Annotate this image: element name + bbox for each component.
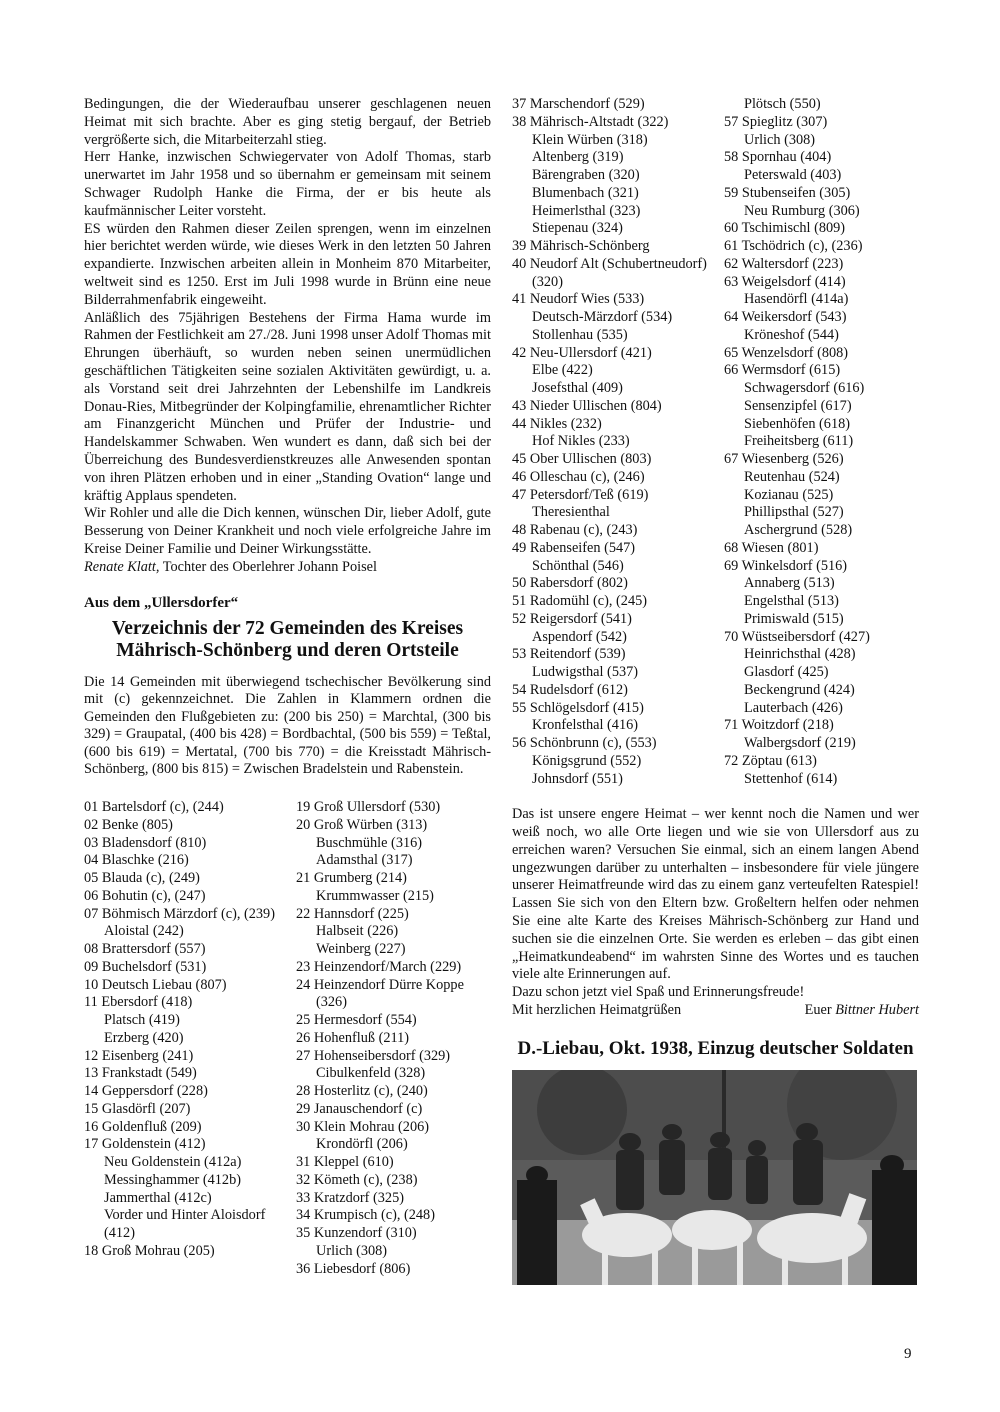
municipality-entry: 48 Rabenau (c), (243) <box>512 522 638 538</box>
municipality-entry: 50 Rabersdorf (802) <box>512 575 628 592</box>
district-entry: Urlich (308) <box>744 131 816 148</box>
intro-paragraph: Die 14 Gemeinden mit überwiegend tschechischer Bevölkerung sind mit (c) gekennzeichnet. Die Zahlen in Klammern ordnen die Gemeinden den Flußgebieten zu: (200 bis 250) = Marchtal, (300 bis 329) = Graupatal, (400 bis 428) = Bordbachtal, (500 bis 559) = Teßtal, (600 bis 619) = Mertatal, (700 bis 770) = die Kreisstadt Mährisch-Schönberg, (800 bis 815) = Zwischen Bradelstein und Rabenstein. <box>84 673 491 778</box>
district-entry: Siebenhöfen (618) <box>744 415 851 432</box>
district-entry: Peterswald (403) <box>744 167 842 183</box>
district-entry: Freiheitsberg (611) <box>744 433 854 450</box>
municipality-entry: 25 Hermesdorf (554) <box>296 1012 417 1029</box>
municipality-entry: 34 Krumpisch (c), (248) <box>296 1207 435 1224</box>
district-entry: Jammerthal (412c) <box>104 1189 212 1206</box>
municipality-entry: 39 Mährisch-Schönberg <box>512 238 650 254</box>
municipality-entry: 08 Brattersdorf (557) <box>84 941 206 958</box>
district-entry: Aspendorf (542) <box>532 628 627 645</box>
municipality-entry: 24 Heinzendorf Dürre Koppe (326) <box>296 976 464 1011</box>
municipality-entry: 04 Blaschke (216) <box>84 852 189 869</box>
district-entry: Königsgrund (552) <box>532 752 642 769</box>
district-entry: Theresienthal <box>532 504 610 521</box>
municipality-entry: 43 Nieder Ullischen (804) <box>512 397 662 414</box>
municipality-entry: 26 Hohenfluß (211) <box>296 1029 410 1046</box>
district-entry: Krondörfl (206) <box>316 1136 408 1153</box>
paragraph: Bedingungen, die der Wiederaufbau unserer geschlagenen neuen Heimat mit sich brachte. Aber es ging stetig bergauf, der Betrieb vergrößerte sich, die Mitarbeiterzahl stieg. <box>84 96 491 148</box>
municipality-entry: 28 Hosterlitz (c), (240) <box>296 1083 428 1100</box>
municipality-entry: 20 Groß Würben (313) <box>296 816 428 833</box>
municipality-entry: 68 Wiesen (801) <box>724 539 819 556</box>
district-entry: Sensenzipfel (617) <box>744 397 852 414</box>
district-entry: Adamsthal (317) <box>316 852 413 869</box>
district-entry: Krummwasser (215) <box>316 887 434 904</box>
district-entry: Plötsch (550) <box>744 96 821 112</box>
municipality-entry: 65 Wenzelsdorf (808) <box>724 344 849 361</box>
district-entry: Messinghammer (412b) <box>104 1171 241 1188</box>
district-entry: Hasendörfl (414a) <box>744 291 849 308</box>
list-column-1 <box>84 799 279 1278</box>
municipality-entry: 01 Bartelsdorf (c), (244) <box>84 799 224 816</box>
district-entry: Vorder und Hinter Aloisdorf (412) <box>104 1207 266 1242</box>
section-title-line: Mährisch-Schönberg und deren Ortsteile <box>116 639 459 661</box>
district-entry: Kronfelsthal (416) <box>532 717 639 734</box>
municipality-entry: 66 Wermsdorf (615) <box>724 362 841 379</box>
municipality-entry: 10 Deutsch Liebau (807) <box>84 976 227 993</box>
municipality-entry: 05 Blauda (c), (249) <box>84 870 200 887</box>
district-entry: Walbergsdorf (219) <box>744 735 856 751</box>
district-entry: Schönthal (546) <box>532 557 624 574</box>
author-description: Tochter des Oberlehrer Johann Poisel <box>159 558 377 575</box>
article-text <box>84 96 491 577</box>
municipality-entry: 63 Weigelsdorf (414) <box>724 273 846 290</box>
municipality-entry: 31 Kleppel (610) <box>296 1154 394 1171</box>
municipality-entry: 72 Zöptau (613) <box>724 752 817 769</box>
municipality-entry: 22 Hannsdorf (225) <box>296 905 409 922</box>
municipality-entry: 36 Liebesdorf (806) <box>296 1260 411 1277</box>
page-number: 9 <box>904 1346 912 1362</box>
district-entry: Stettenhof (614) <box>744 770 838 787</box>
district-entry: Heimerlsthal (323) <box>532 202 641 219</box>
district-entry: Kozianau (525) <box>744 486 834 503</box>
municipality-entry: 49 Rabenseifen (547) <box>512 539 636 556</box>
municipality-entry: 44 Nikles (232) <box>512 415 602 432</box>
district-entry: Deutsch-Märzdorf (534) <box>532 309 673 325</box>
district-entry: Klein Würben (318) <box>532 131 648 148</box>
section-title-line: Verzeichnis der 72 Gemeinden des Kreises <box>111 617 464 639</box>
municipality-entry: 12 Eisenberg (241) <box>84 1047 194 1064</box>
municipality-entry: 27 Hohenseibersdorf (329) <box>296 1047 451 1064</box>
district-entry: Buschmühle (316) <box>316 834 423 851</box>
district-entry: Beckengrund (424) <box>744 681 855 698</box>
municipality-entry: 29 Janauschendorf (c) <box>296 1100 423 1117</box>
municipality-entry: 23 Heinzendorf/March (229) <box>296 958 462 975</box>
municipality-entry: 37 Marschendorf (529) <box>512 96 645 112</box>
author-byline <box>84 559 491 577</box>
district-entry: Stiepenau (324) <box>532 220 623 237</box>
municipality-entry: 46 Olleschau (c), (246) <box>512 468 645 485</box>
list-column-4 <box>724 96 919 788</box>
paragraph: ES würden den Rahmen dieser Zeilen sprengen, wenn im einzelnen hier berichtet werden würde, wie dieses Werk in den letzten 50 Jahren expandierte. Inzwischen arbeiten allein in Monheim 870 Mitarbeiter, weltweit sind es 1250. Erst im Juli 1998 wurde in Brünn eine neue Bilderrahmenfabrik eingeweiht. <box>84 220 491 308</box>
municipality-entry: 33 Kratzdorf (325) <box>296 1189 404 1206</box>
district-entry: Glasdorf (425) <box>744 664 829 680</box>
municipality-entry: 59 Stubenseifen (305) <box>724 184 851 201</box>
district-entry: Elbe (422) <box>532 362 593 379</box>
district-entry: Aschergrund (528) <box>744 522 853 538</box>
municipality-entry: 02 Benke (805) <box>84 816 173 833</box>
source-label: Aus dem „Ullersdorfer“ <box>84 594 239 611</box>
municipality-entry: 32 Kömeth (c), (238) <box>296 1171 418 1188</box>
greeting: Mit herzlichen Heimatgrüßen <box>512 1002 682 1019</box>
municipality-entry: 62 Waltersdorf (223) <box>724 255 844 272</box>
municipality-entry: 60 Tschimischl (809) <box>724 220 846 237</box>
municipality-entry: 54 Rudelsdorf (612) <box>512 681 628 698</box>
district-entry: Platsch (419) <box>104 1012 180 1029</box>
closing-paragraph: Das ist unsere engere Heimat – wer kennt noch die Namen und wer weiß noch, wo alle Orte liegen und wie sie von Ullersdorf aus zu erreichen waren? Versuchen Sie einmal, sich an einem langen Abend ungezwungen darüber zu unterhalten – insbesondere für viele jüngere unserer Heimatfreunde wird das zu einem ganz verteufelten Ratespiel! Lassen Sie sich von den Eltern bzw. Großeltern helfen oder nehmen Sie eine alte Karte des Kreises Mährisch-Schönberg zur Hand und suchen sie die einzelnen Orte. Sie werden es erleben – das gibt einen „Heimatkundeabend“ im wahrsten Sinne des Wortes und es tauchen viele alte Erinnerungen auf. <box>512 806 919 983</box>
signature-name: Bittner Hubert <box>835 1002 919 1019</box>
left-column <box>84 96 491 1278</box>
historic-photo <box>512 1070 917 1285</box>
district-entry: Neu Goldenstein (412a) <box>104 1154 242 1171</box>
section-title <box>84 618 491 662</box>
municipality-entry: 45 Ober Ullischen (803) <box>512 451 652 467</box>
photo-illustration <box>512 1070 917 1285</box>
municipality-entry: 67 Wiesenberg (526) <box>724 451 844 467</box>
paragraph: Wir Rohler und alle die Dich kennen, wünschen Dir, lieber Adolf, gute Besserung von Deiner Krankheit und noch viele erfolgreiche Jahre im Kreise Deiner Familie und Deiner Wirkungsstätte. <box>84 505 491 557</box>
municipality-entry: 09 Buchelsdorf (531) <box>84 958 207 975</box>
municipality-entry: 56 Schönbrunn (c), (553) <box>512 735 657 751</box>
municipality-entry: 69 Winkelsdorf (516) <box>724 557 848 574</box>
municipality-entry: 52 Reigersdorf (541) <box>512 610 632 627</box>
district-entry: Neu Rumburg (306) <box>744 202 860 219</box>
district-entry: Lauterbach (426) <box>744 699 843 716</box>
district-entry: Erzberg (420) <box>104 1029 184 1046</box>
district-entry: Primiswald (515) <box>744 610 844 627</box>
district-entry: Schwagersdorf (616) <box>744 380 865 396</box>
municipality-entry: 19 Groß Ullersdorf (530) <box>296 799 441 816</box>
municipality-entry: 16 Goldenfluß (209) <box>84 1118 202 1135</box>
photo-caption: D.-Liebau, Okt. 1938, Einzug deutscher Soldaten <box>517 1037 914 1059</box>
municipality-entry: 17 Goldenstein (412) <box>84 1136 206 1153</box>
district-entry: Johnsdorf (551) <box>532 770 623 787</box>
paragraph: Herr Hanke, inzwischen Schwiegervater von Adolf Thomas, starb unerwartet im Jahr 1958 und so übernahm er gemeinsam mit seinem Schwager Rudolph Hanke die Firma, der er bis heute als kaufmännischer Leiter vorsteht. <box>84 149 491 219</box>
district-entry: Stollenhau (535) <box>532 326 628 343</box>
municipality-entry: 41 Neudorf Wies (533) <box>512 291 645 308</box>
municipality-entry: 21 Grumberg (214) <box>296 870 407 887</box>
municipality-entry: 70 Wüstseibersdorf (427) <box>724 628 870 645</box>
municipality-entry: 55 Schlögelsdorf (415) <box>512 699 644 716</box>
municipality-entry: 64 Weikersdorf (543) <box>724 309 847 325</box>
municipality-entry: 11 Ebersdorf (418) <box>84 994 193 1011</box>
district-entry: Kröneshof (544) <box>744 326 839 343</box>
municipality-entry: 40 Neudorf Alt (Schubertneudorf) (320) <box>512 255 707 290</box>
municipality-entry: 15 Glasdörfl (207) <box>84 1100 191 1117</box>
district-entry: Blumenbach (321) <box>532 184 639 201</box>
municipality-entry: 51 Radomühl (c), (245) <box>512 593 647 609</box>
district-entry: Aloistal (242) <box>104 923 184 940</box>
municipality-list-right <box>512 96 919 788</box>
district-entry: Engelsthal (513) <box>744 593 839 609</box>
municipality-entry: 38 Mährisch-Altstadt (322) <box>512 113 669 130</box>
district-entry: Weinberg (227) <box>316 941 406 958</box>
district-entry: Halbseit (226) <box>316 923 399 940</box>
author-name: Renate Klatt, <box>84 558 160 575</box>
municipality-entry: 06 Bohutin (c), (247) <box>84 887 206 904</box>
district-entry: Altenberg (319) <box>532 149 624 166</box>
municipality-entry: 07 Böhmisch Märzdorf (c), (239) <box>84 905 275 922</box>
municipality-list-left <box>84 799 491 1278</box>
municipality-entry: 03 Bladensdorf (810) <box>84 834 207 851</box>
municipality-entry: 13 Frankstadt (549) <box>84 1065 197 1082</box>
municipality-entry: 35 Kunzendorf (310) <box>296 1225 417 1242</box>
district-entry: Urlich (308) <box>316 1242 388 1259</box>
right-column <box>512 96 919 1285</box>
municipality-entry: 18 Groß Mohrau (205) <box>84 1242 215 1259</box>
list-column-2 <box>296 799 491 1278</box>
district-entry: Josefsthal (409) <box>532 380 623 396</box>
district-entry: Heinrichsthal (428) <box>744 646 856 663</box>
district-entry: Bärengraben (320) <box>532 167 640 183</box>
municipality-entry: 61 Tschödrich (c), (236) <box>724 238 863 254</box>
signature <box>805 1002 919 1020</box>
district-entry: Ludwigsthal (537) <box>532 664 639 680</box>
municipality-entry: 42 Neu-Ullersdorf (421) <box>512 344 652 361</box>
municipality-entry: 58 Spornhau (404) <box>724 149 832 166</box>
district-entry: Hof Nikles (233) <box>532 433 630 450</box>
closing-line: Dazu schon jetzt viel Spaß und Erinnerungsfreude! <box>512 984 805 1001</box>
district-entry: Cibulkenfeld (328) <box>316 1065 426 1082</box>
signature-line <box>512 1002 919 1020</box>
district-entry: Annaberg (513) <box>744 575 835 592</box>
municipality-entry: 71 Woitzdorf (218) <box>724 717 834 734</box>
municipality-entry: 14 Geppersdorf (228) <box>84 1083 208 1100</box>
municipality-entry: 57 Spieglitz (307) <box>724 113 828 130</box>
district-entry: Reutenhau (524) <box>744 468 840 485</box>
signature-prefix: Euer <box>804 1002 836 1019</box>
municipality-entry: 30 Klein Mohrau (206) <box>296 1118 430 1135</box>
list-column-3 <box>512 96 724 788</box>
district-entry: Phillipsthal (527) <box>744 504 844 521</box>
municipality-entry: 53 Reitendorf (539) <box>512 646 626 663</box>
municipality-entry: 47 Petersdorf/Teß (619) <box>512 486 649 503</box>
paragraph: Anläßlich des 75jährigen Bestehens der Firma Hama wurde im Rahmen der Festlichkeit am 27./28. Juni 1998 unser Adolf Thomas mit Ehrungen überhäuft, so wurden neben seinen unermüdlichen geschäftlichen Tätigkeiten seine sozialen Aktivitäten gewürdigt, u. a. als Vorstand seit drei Jahrzehnten der Lebenshilfe im Landkreis Donau-Ries, Mitbegründer der Kolpingfamilie, ehrenamtlicher Richter am Finanzgericht München und Prüfer der Industrie- und Handelskammer Schwaben. Wen wundert es dann, daß sich bei der Überreichung des Bundesverdienstkreuzes alle Anwesenden spontan von ihren Plätzen erhoben und in einer „Standing Ovation“ lange und kräftig Applaus spendeten. <box>84 309 491 504</box>
